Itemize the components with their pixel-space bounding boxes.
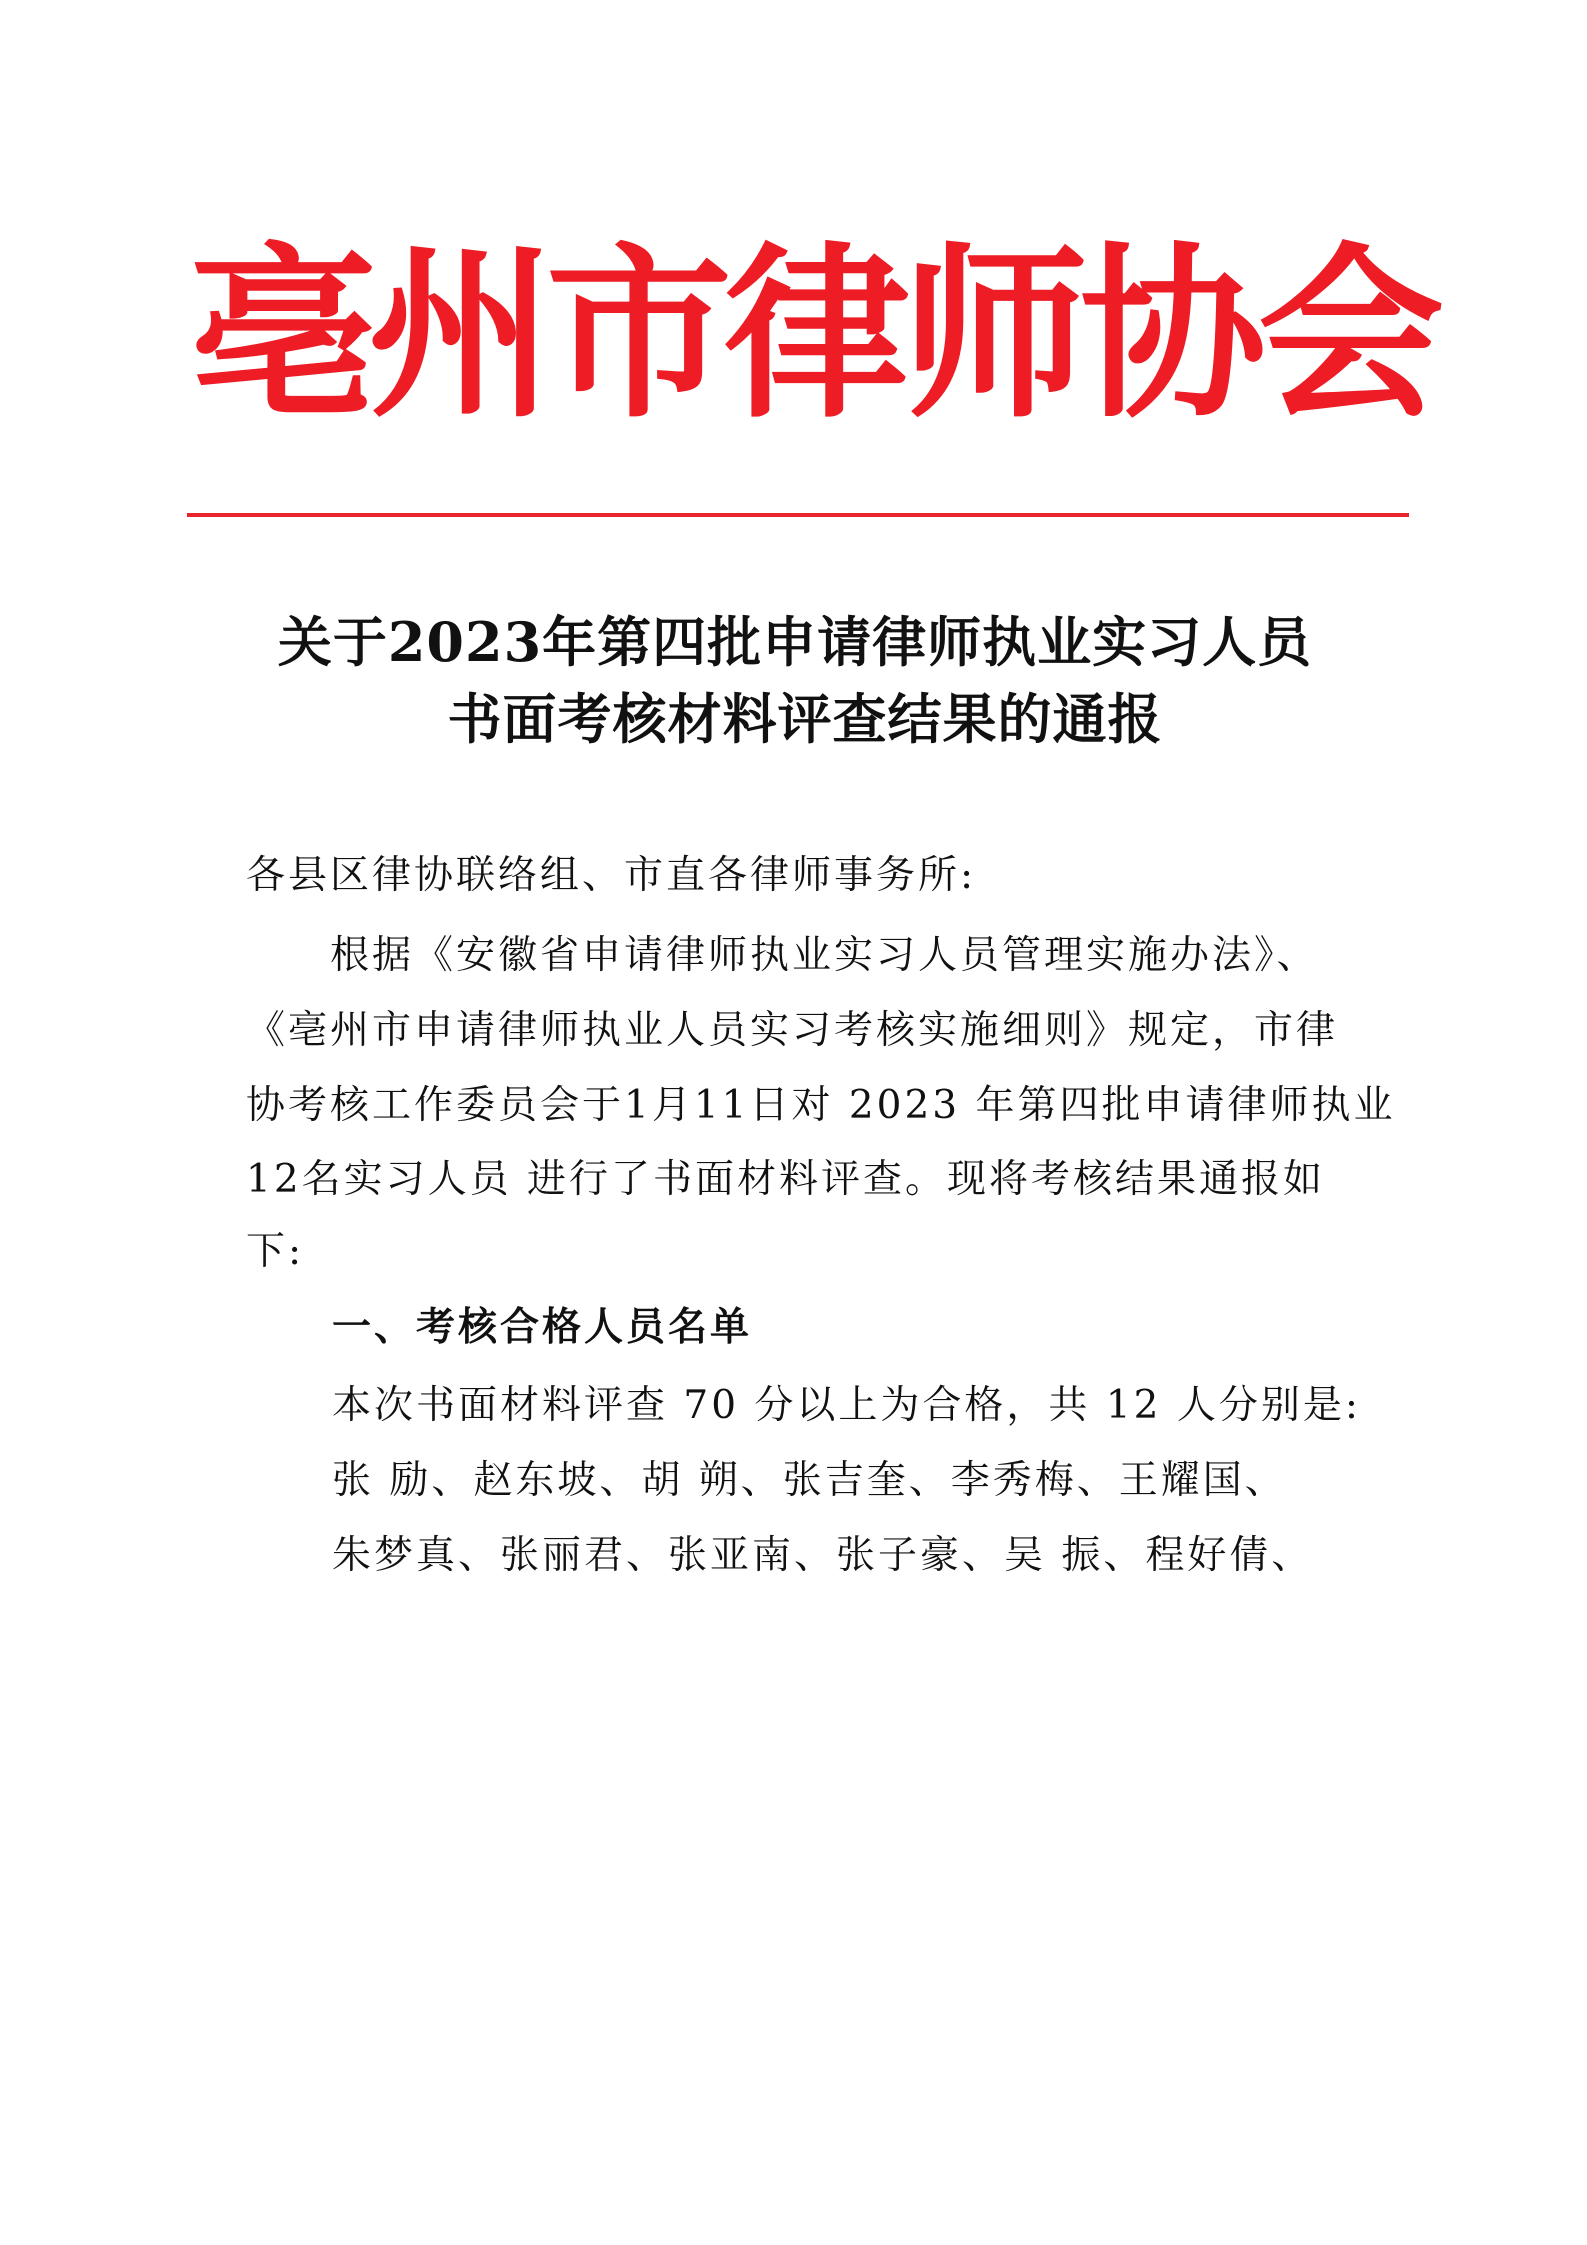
qualified-intro: 本次书面材料评查 70 分以上为合格，共 12 人分别是: bbox=[332, 1383, 1361, 1428]
body-line-4: 12名实习人员 进行了书面材料评查。现将考核结果通报如 bbox=[246, 1157, 1326, 1202]
masthead-organization-name: 亳州市律师协会 bbox=[190, 226, 1437, 443]
masthead-red-divider bbox=[187, 513, 1409, 517]
salutation: 各县区律协联络组、市直各律师事务所: bbox=[246, 853, 977, 898]
body-line-2: 《亳州市申请律师执业人员实习考核实施细则》规定，市律 bbox=[246, 1008, 1339, 1053]
qualified-names-line-1: 张 励、赵东坡、胡 朔、张吉奎、李秀梅、王耀国、 bbox=[332, 1458, 1287, 1503]
document-title-line-1: 关于2023年第四批申请律师执业实习人员 bbox=[277, 610, 1313, 674]
body-line-1: 根据《安徽省申请律师执业实习人员管理实施办法》、 bbox=[330, 933, 1319, 978]
body-line-3: 协考核工作委员会于1月11日对 2023 年第四批申请律师执业 bbox=[246, 1083, 1396, 1128]
qualified-names-line-2: 朱梦真、张丽君、张亚南、张子豪、吴 振、程好倩、 bbox=[332, 1533, 1314, 1578]
body-line-5: 下: bbox=[246, 1229, 305, 1274]
document-title-line-2: 书面考核材料评查结果的通报 bbox=[447, 687, 1163, 751]
section-heading-qualified-list: 一、考核合格人员名单 bbox=[332, 1305, 753, 1350]
